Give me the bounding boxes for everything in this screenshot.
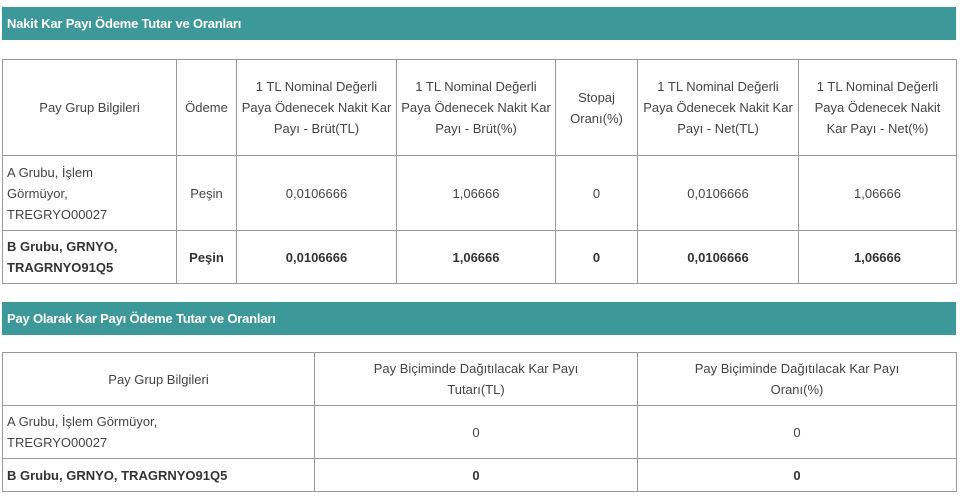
share-amount-cell: 0 <box>315 459 638 492</box>
net-pct-cell: 1,06666 <box>799 231 957 284</box>
table-row <box>3 231 957 284</box>
group-info-cell: A Grubu, İşlem Görmüyor, TREGRYO00027 <box>3 156 177 231</box>
cash-dividend-section-title: Nakit Kar Payı Ödeme Tutar ve Oranları <box>2 7 956 40</box>
table-header-row <box>3 353 957 406</box>
withholding-rate-cell: 0 <box>556 231 638 284</box>
net-tl-cell: 0,0106666 <box>638 231 799 284</box>
share-dividend-table <box>2 352 957 492</box>
group-info-cell: B Grubu, GRNYO, TRAGRNYO91Q5 <box>3 459 315 492</box>
column-header-stopaj: Stopaj Oranı(%) <box>556 60 638 156</box>
withholding-rate-cell: 0 <box>556 156 638 231</box>
gross-tl-cell: 0,0106666 <box>237 231 397 284</box>
group-info-cell: B Grubu, GRNYO, TRAGRNYO91Q5 <box>3 231 177 284</box>
share-rate-cell: 0 <box>638 406 957 459</box>
share-rate-cell: 0 <box>638 459 957 492</box>
payment-type-cell: Peşin <box>177 231 237 284</box>
share-amount-cell: 0 <box>315 406 638 459</box>
gross-pct-cell: 1,06666 <box>397 231 556 284</box>
column-header-pay-grup: Pay Grup Bilgileri <box>3 60 177 156</box>
table-row <box>3 406 957 459</box>
column-header-share-rate: Pay Biçiminde Dağıtılacak Kar Payı Oranı(%) <box>638 353 957 406</box>
column-header-share-amount: Pay Biçiminde Dağıtılacak Kar Payı Tutarı(TL) <box>315 353 638 406</box>
table-row <box>3 156 957 231</box>
column-header-brut-tl: 1 TL Nominal Değerli Paya Ödenecek Nakit Kar Payı - Brüt(TL) <box>237 60 397 156</box>
gross-tl-cell: 0,0106666 <box>237 156 397 231</box>
group-info-cell: A Grubu, İşlem Görmüyor, TREGRYO00027 <box>3 406 315 459</box>
payment-type-cell: Peşin <box>177 156 237 231</box>
gross-pct-cell: 1,06666 <box>397 156 556 231</box>
column-header-odeme: Ödeme <box>177 60 237 156</box>
net-tl-cell: 0,0106666 <box>638 156 799 231</box>
table-row <box>3 459 957 492</box>
column-header-pay-grup: Pay Grup Bilgileri <box>3 353 315 406</box>
column-header-net-tl: 1 TL Nominal Değerli Paya Ödenecek Nakit Kar Payı - Net(TL) <box>638 60 799 156</box>
cash-dividend-table <box>2 59 957 284</box>
column-header-brut-pct: 1 TL Nominal Değerli Paya Ödenecek Nakit Kar Payı - Brüt(%) <box>397 60 556 156</box>
share-dividend-section-title: Pay Olarak Kar Payı Ödeme Tutar ve Oranları <box>2 302 956 335</box>
column-header-net-pct: 1 TL Nominal Değerli Paya Ödenecek Nakit Kar Payı - Net(%) <box>799 60 957 156</box>
net-pct-cell: 1,06666 <box>799 156 957 231</box>
table-header-row <box>3 60 957 156</box>
